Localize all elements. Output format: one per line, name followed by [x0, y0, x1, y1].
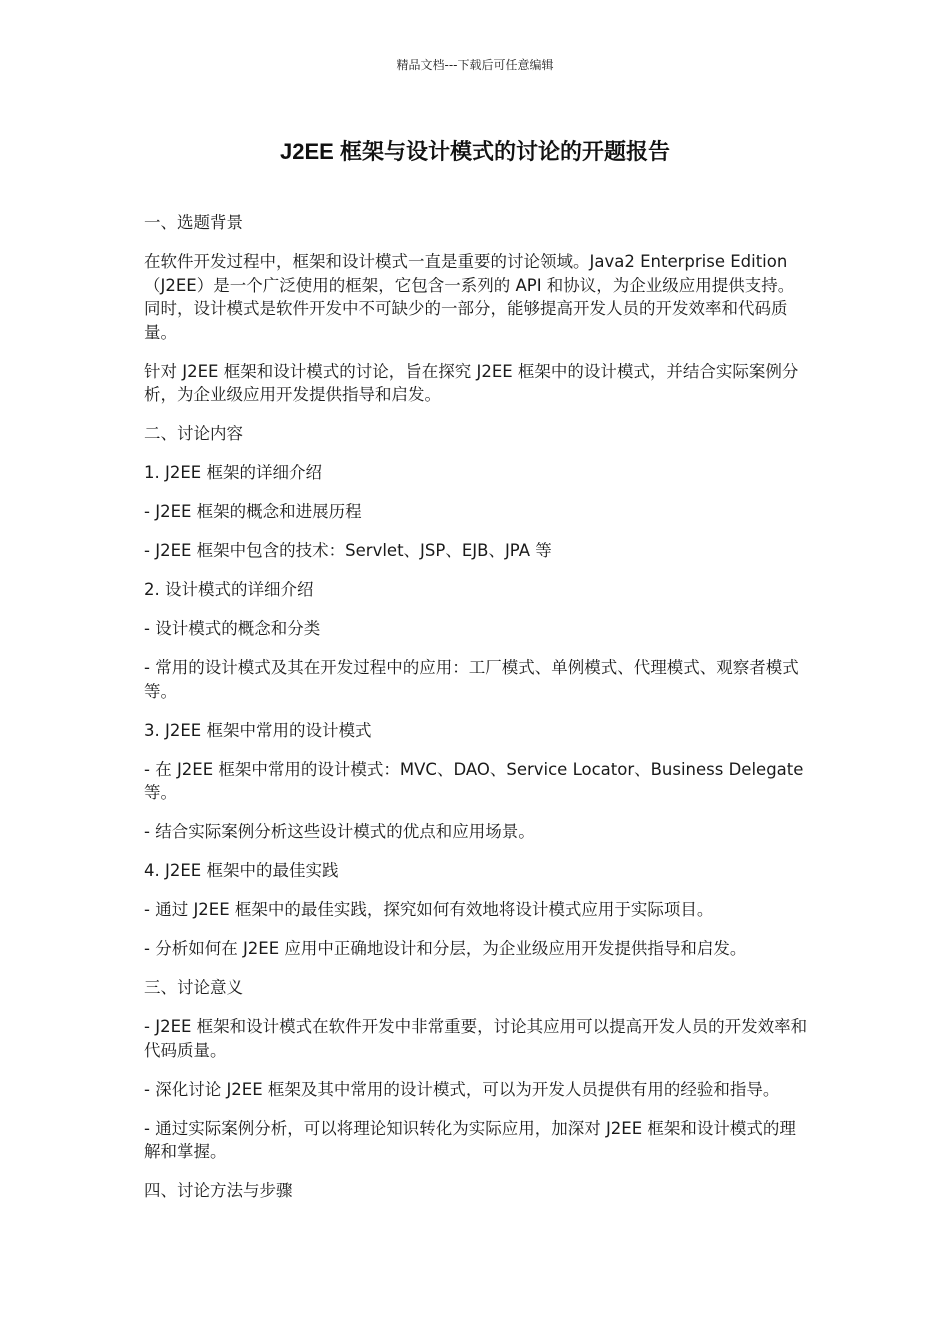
paragraph-background-aim: 针对 J2EE 框架和设计模式的讨论，旨在探究 J2EE 框架中的设计模式，并结合实际案例分析，为企业级应用开发提供指导和启发。: [144, 361, 799, 404]
section-heading-significance: 三、讨论意义: [144, 978, 243, 997]
section-heading-content: 二、讨论内容: [144, 424, 243, 443]
list-item: - 通过实际案例分析，可以将理论知识转化为实际应用，加深对 J2EE 框架和设计模式的理解和掌握。: [144, 1118, 796, 1161]
list-item: - 设计模式的概念和分类: [144, 619, 321, 638]
paragraph-background-intro: 在软件开发过程中，框架和设计模式一直是重要的讨论领域。Java2 Enterprise Edition（J2EE）是一个广泛使用的框架，它包含一系列的 API 和协议，为企业级应用提供支持。同时，设计模式是软件开发中不可缺少的一部分，能够提高开发人员的开发效率和代码质量。: [144, 252, 795, 342]
list-item: - 在 J2EE 框架中常用的设计模式：MVC、DAO、Service Locator、Business Delegate 等。: [144, 759, 804, 802]
section-heading-method: 四、讨论方法与步骤: [144, 1181, 293, 1200]
subheading-j2ee-intro: 1. J2EE 框架的详细介绍: [144, 463, 322, 482]
subheading-best-practices: 4. J2EE 框架中的最佳实践: [144, 861, 339, 880]
subheading-common-patterns: 3. J2EE 框架中常用的设计模式: [144, 720, 372, 740]
list-item: - 结合实际案例分析这些设计模式的优点和应用场景。: [144, 822, 535, 841]
page-header: 精品文档---下载后可任意编辑: [396, 58, 554, 72]
list-item: - 常用的设计模式及其在开发过程中的应用：工厂模式、单例模式、代理模式、观察者模式等。: [144, 658, 799, 701]
list-item: - J2EE 框架的概念和进展历程: [144, 502, 362, 521]
section-heading-background: 一、选题背景: [144, 213, 243, 232]
list-item: - 深化讨论 J2EE 框架及其中常用的设计模式，可以为开发人员提供有用的经验和指导。: [144, 1079, 780, 1099]
subheading-design-pattern-intro: 2. 设计模式的详细介绍: [144, 580, 314, 599]
list-item: - 通过 J2EE 框架中的最佳实践，探究如何有效地将设计模式应用于实际项目。: [144, 900, 714, 919]
list-item: - J2EE 框架和设计模式在软件开发中非常重要，讨论其应用可以提高开发人员的开发效率和代码质量。: [144, 1017, 808, 1060]
list-item: - 分析如何在 J2EE 应用中正确地设计和分层，为企业级应用开发提供指导和启发。: [144, 939, 747, 958]
document-body: [144, 211, 810, 1218]
document-title: J2EE 框架与设计模式的讨论的开题报告: [280, 139, 670, 164]
list-item: - J2EE 框架中包含的技术：Servlet、JSP、EJB、JPA 等: [144, 541, 552, 560]
